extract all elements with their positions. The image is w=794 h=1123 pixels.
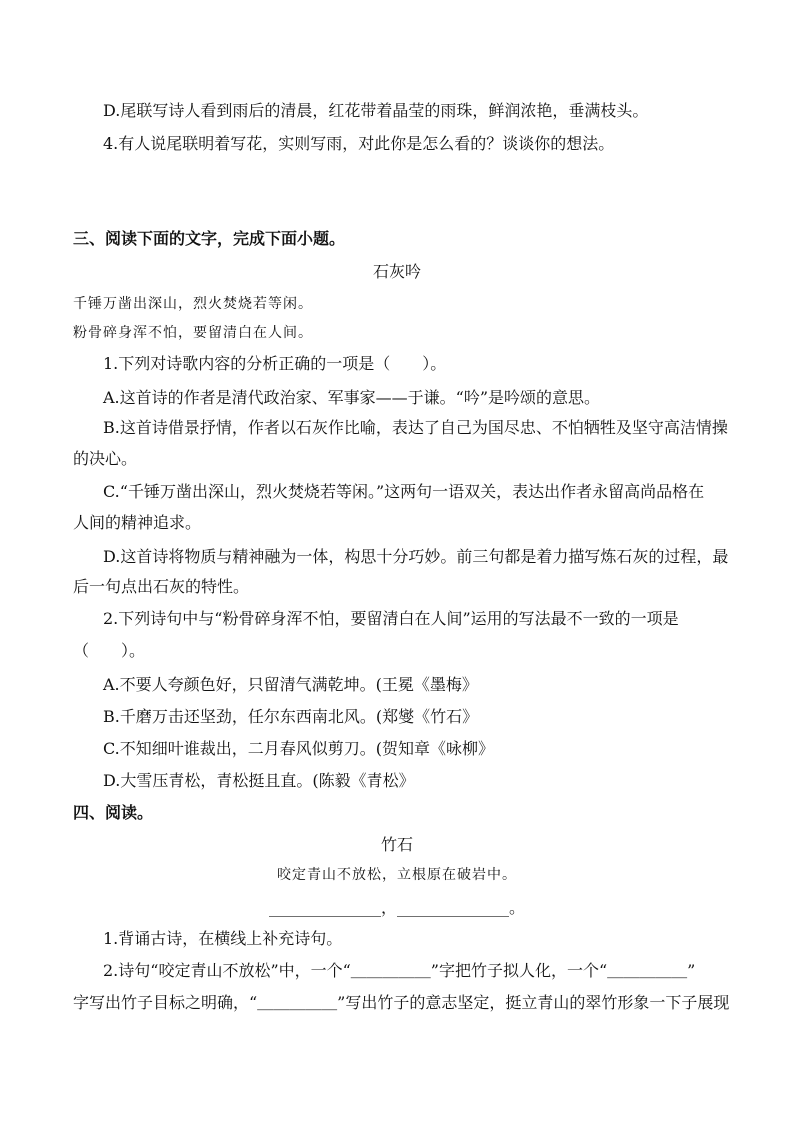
s4-q1: 1.背诵古诗，在横线上补充诗句。 [103, 929, 343, 948]
s4-q2-line-2: 字写出竹子目标之明确，“＿＿＿＿＿”写出竹子的意志坚定，挺立青山的翠竹形象一下子展现 [73, 993, 730, 1012]
poem-title-zhushi: 竹石 [380, 835, 413, 854]
poem-line-2: 粉骨碎身浑不怕，要留清白在人间。 [73, 325, 313, 341]
poem-line-1: 千锤万凿出深山，烈火焚烧若等闲。 [73, 296, 313, 312]
section-3-heading: 三、阅读下面的文字，完成下面小题。 [73, 229, 346, 248]
section-4-heading: 四、阅读。 [73, 803, 154, 822]
prev-question-4: 4.有人说尾联明着写花，实则写雨，对此你是怎么看的？谈谈你的想法。 [103, 134, 615, 153]
q2-stem-line-1: 2.下列诗句中与“粉骨碎身浑不怕，要留清白在人间”运用的写法最不一致的一项是 [103, 609, 679, 628]
q1-option-d-line-1: D.这首诗将物质与精神融为一体，构思十分巧妙。前三句都是着力描写炼石灰的过程，最 [103, 547, 729, 566]
zhushi-poem-line: 咬定青山不放松，立根原在破岩中。 [277, 867, 517, 883]
q1-option-c-line-2: 人间的精神追求。 [73, 513, 202, 532]
q1-option-b-line-1: B.这首诗借景抒情，作者以石灰作比喻，表达了自己为国尽忠、不怕牺牲及坚守高洁情操 [103, 418, 728, 437]
q2-option-c: C.不知细叶谁裁出，二月春风似剪刀。(贺知章《咏柳》 [103, 739, 495, 758]
fill-in-blank-line: ______________，______________。 [268, 898, 525, 917]
poem-title-shihuiyin: 石灰吟 [372, 262, 421, 281]
q1-option-b-line-2: 的决心。 [73, 449, 138, 468]
q2-option-d: D.大雪压青松，青松挺且直。(陈毅《青松》 [103, 771, 415, 790]
prev-option-d: D.尾联写诗人看到雨后的清晨，红花带着晶莹的雨珠，鲜润浓艳，垂满枝头。 [103, 101, 649, 120]
q2-option-b: B.千磨万击还坚劲，任尔东西南北风。(郑燮《竹石》 [103, 707, 479, 726]
q1-option-c-line-1: C.“千锤万凿出深山，烈火焚烧若等闲。”这两句一语双关，表达出作者永留高尚品格在 [103, 482, 705, 501]
q1-option-d-line-2: 后一句点出石灰的特性。 [73, 577, 250, 596]
q2-option-a: A.不要人夸颜色好，只留清气满乾坤。(王冕《墨梅》 [103, 675, 478, 694]
q2-stem-line-2: （ ）。 [73, 641, 146, 660]
q1-stem: 1.下列对诗歌内容的分析正确的一项是（ ）。 [103, 354, 447, 373]
s4-q2-line-1: 2.诗句“咬定青山不放松”中，一个“＿＿＿＿＿”字把竹子拟人化，一个“＿＿＿＿＿” [103, 961, 696, 980]
q1-option-a: A.这首诗的作者是清代政治家、军事家——于谦。“吟”是吟颂的意思。 [103, 388, 601, 407]
